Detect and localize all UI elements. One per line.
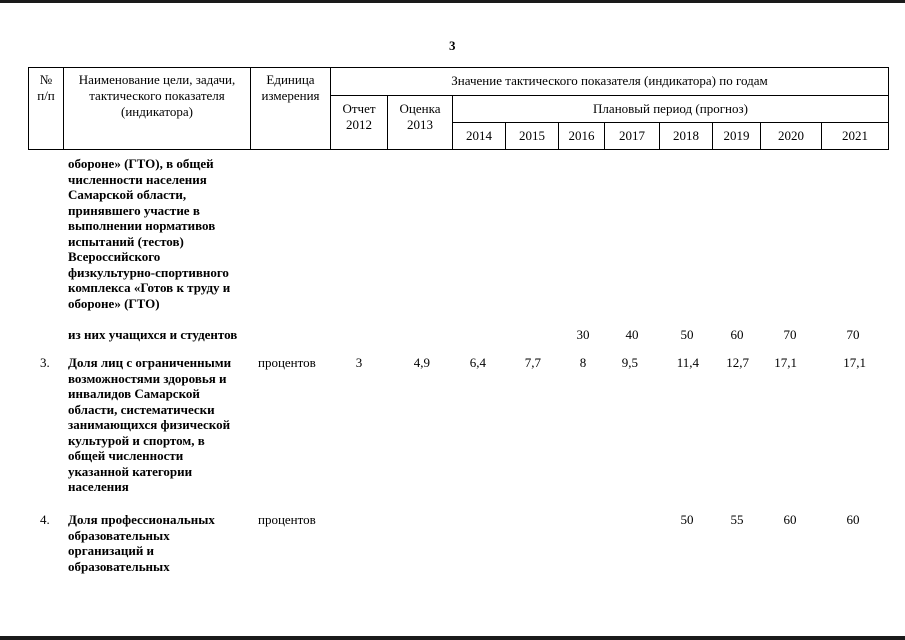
header-year: 2016 [568,128,595,143]
row-number: 4. [40,512,50,527]
page-number: 3 [449,38,456,53]
header-top-line [28,67,889,68]
header-year: 2015 [519,128,545,143]
row-value: 8 [579,355,587,370]
row-value: 9,5 [621,355,638,370]
row-value: 70 [846,327,860,342]
header-col-estimate: Оценка 2013 [399,101,441,132]
header-year: 2017 [619,128,645,143]
header-year: 2021 [842,128,868,143]
row-value: 50 [680,512,694,527]
row-value: 30 [576,327,590,342]
row-value: 40 [625,327,639,342]
scan-border-bottom [0,636,905,640]
header-vline [888,67,889,150]
header-col-report: Отчет 2012 [342,101,376,132]
row-value: 4,9 [413,355,430,370]
row-name: из них учащихся и студентов [68,327,238,342]
row-name: Доля лиц с ограниченными возможностями здоровья и инвалидов Самарской области, систематически занимающихся физической культурой и спортом, в общей численности указанной категории населения [68,355,232,494]
row-value: 6,4 [469,355,486,370]
row-value: 70 [783,327,797,342]
row-value: 7,7 [524,355,541,370]
header-col-name: Наименование цели, задачи, тактического показателя (индикатора) [78,72,236,119]
row-value: 60 [730,327,744,342]
row-value: 3 [355,355,363,370]
header-col-num: № п/п [37,72,55,103]
row-number: 3. [40,355,50,370]
header-year: 2020 [778,128,804,143]
header-year: 2019 [723,128,750,143]
header-col-unit: Единица измерения [261,72,320,103]
header-plan-title: Плановый период (прогноз) [593,101,748,116]
row-unit: процентов [258,512,316,527]
row-name: обороне» (ГТО), в общей численности населения Самарской области, принявшего участие в выполнении нормативов испытаний (тестов) Всероссийского физкультурно-спортивного комплекса «Готов к труду и обороне» (ГТО) [68,156,231,311]
row-value: 60 [846,512,860,527]
scan-border-top [0,0,905,3]
header-line-values [330,95,889,96]
row-value: 17,1 [774,355,797,370]
header-values-title: Значение тактического показателя (индикатора) по годам [451,73,768,88]
row-value: 11,4 [676,355,699,370]
row-unit: процентов [258,355,316,370]
row-value: 50 [680,327,694,342]
header-line-plan [452,122,889,123]
header-year: 2014 [466,128,492,143]
row-value: 12,7 [726,355,749,370]
row-value: 60 [783,512,797,527]
row-value: 55 [730,512,744,527]
row-name: Доля профессиональных образовательных организаций и образовательных [68,512,215,574]
row-value: 17,1 [843,355,866,370]
header-year: 2018 [673,128,699,143]
